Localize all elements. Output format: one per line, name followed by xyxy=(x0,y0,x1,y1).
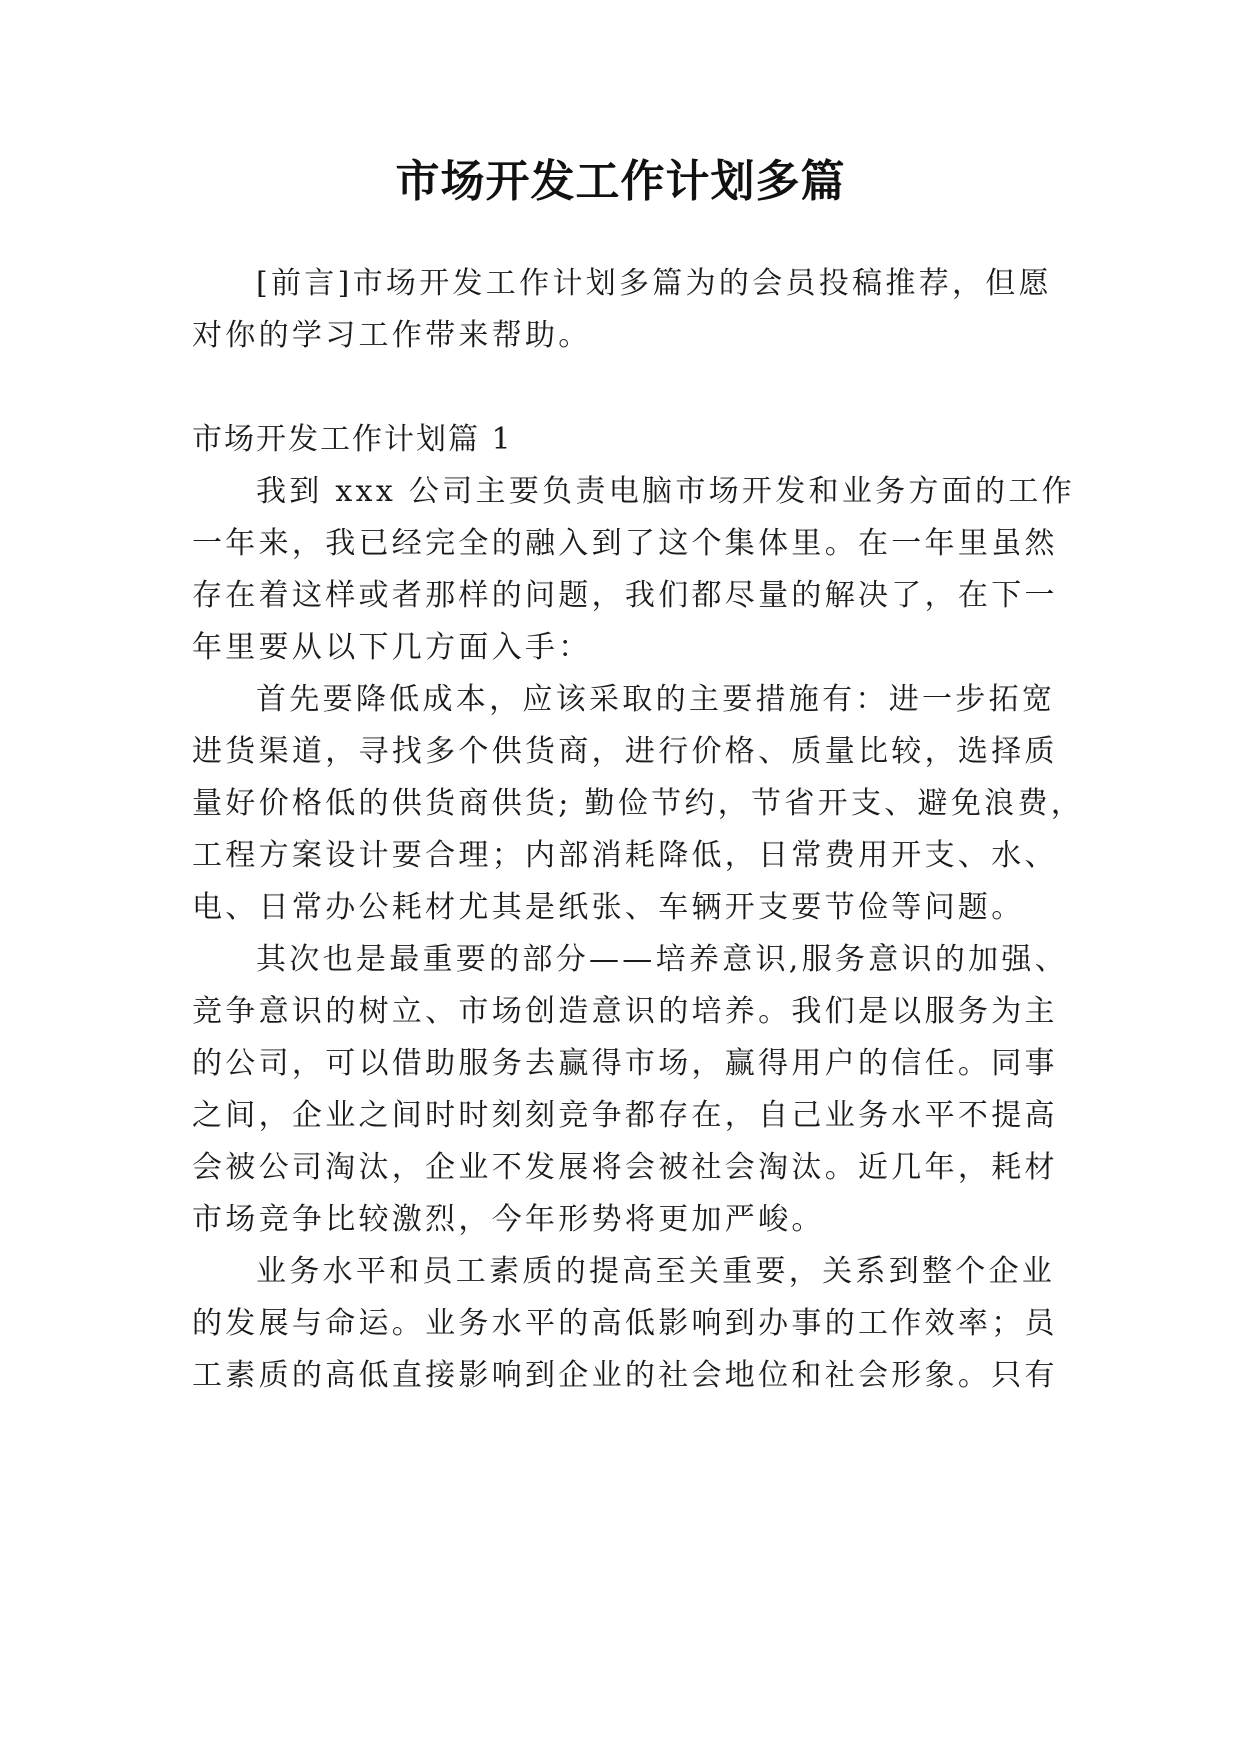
preface-line-1: [前言]市场开发工作计划多篇为的会员投稿推荐，但愿 xyxy=(256,266,1052,301)
paragraph-line: 的发展与命运。业务水平的高低影响到办事的工作效率；员 xyxy=(192,1306,1058,1341)
paragraph-line: 业务水平和员工素质的提高至关重要，关系到整个企业 xyxy=(256,1254,1056,1289)
paragraph-line: 存在着这样或者那样的问题，我们都尽量的解决了，在下一 xyxy=(192,578,1058,613)
paragraph-line: 量好价格低的供货商供货; 勤俭节约，节省开支、避免浪费， xyxy=(192,786,1085,821)
paragraph-line: 会被公司淘汰，企业不发展将会被社会淘汰。近几年，耗材 xyxy=(192,1150,1058,1185)
section-heading: 市场开发工作计划篇 1 xyxy=(192,422,513,457)
paragraph-line: 首先要降低成本，应该采取的主要措施有：进一步拓宽 xyxy=(256,682,1056,717)
paragraph-line: 的公司，可以借助服务去赢得市场，赢得用户的信任。同事 xyxy=(192,1046,1058,1081)
paragraph-line: 工素质的高低直接影响到企业的社会地位和社会形象。只有 xyxy=(192,1358,1058,1393)
paragraph-line: 电、日常办公耗材尤其是纸张、车辆开支要节俭等问题。 xyxy=(192,890,1025,925)
paragraph-line: 之间，企业之间时时刻刻竞争都存在，自己业务水平不提高 xyxy=(192,1098,1058,1133)
paragraph-line: 一年来，我已经完全的融入到了这个集体里。在一年里虽然 xyxy=(192,526,1058,561)
paragraph-line: 竞争意识的树立、市场创造意识的培养。我们是以服务为主 xyxy=(192,994,1058,1029)
paragraph-line: 工程方案设计要合理；内部消耗降低，日常费用开支、水、 xyxy=(192,838,1058,873)
document-title: 市场开发工作计划多篇 xyxy=(395,156,846,207)
preface-line-2: 对你的学习工作带来帮助。 xyxy=(192,318,592,353)
paragraph-line: 其次也是最重要的部分——培养意识,服务意识的加强、 xyxy=(256,942,1069,977)
paragraph-line: 市场竞争比较激烈，今年形势将更加严峻。 xyxy=(192,1202,825,1237)
paragraph-line: 进货渠道，寻找多个供货商，进行价格、质量比较，选择质 xyxy=(192,734,1058,769)
paragraph-line: 我到 xxx 公司主要负责电脑市场开发和业务方面的工作 xyxy=(256,474,1075,509)
paragraph-line: 年里要从以下几方面入手： xyxy=(192,630,592,665)
